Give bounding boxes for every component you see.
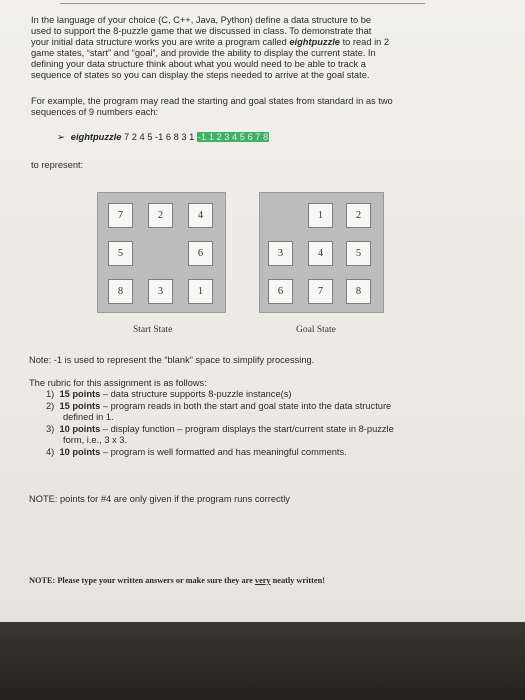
desk-background xyxy=(0,622,525,700)
rubric-item-2-cont: defined in 1. xyxy=(63,412,114,423)
start-cell-7: 3 xyxy=(148,279,173,304)
goal-cell-1: 1 xyxy=(308,203,333,228)
final-note-prefix: NOTE: Please type your written answers or make sure they are xyxy=(29,576,255,585)
arrow-bullet-icon: ➢ xyxy=(57,132,65,142)
example-line-2: sequences of 9 numbers each: xyxy=(31,107,159,117)
rubric-item-3 xyxy=(46,424,394,436)
rubric-item-2 xyxy=(46,401,394,413)
rubric-num: 2) xyxy=(46,400,55,411)
program-name: eightpuzzle xyxy=(289,37,340,47)
intro-line-2: used to support the 8-puzzle game that we discussed in class. To demonstrate that xyxy=(31,26,372,36)
rubric-text: – data structure supports 8-puzzle instance(s) xyxy=(100,389,292,399)
to-represent-text: to represent: xyxy=(31,160,84,170)
start-cell-2: 4 xyxy=(188,203,213,228)
start-cell-3: 5 xyxy=(108,241,133,266)
goal-cell-2: 2 xyxy=(346,203,371,228)
header-rule xyxy=(60,3,425,4)
goal-cell-blank xyxy=(268,203,293,228)
rubric-points: 15 points xyxy=(59,400,101,411)
goal-cell-7: 7 xyxy=(308,279,333,304)
command-name: eightpuzzle xyxy=(70,132,122,142)
start-cell-blank xyxy=(148,241,173,266)
intro-line-3-prefix: your initial data structure works you are write a program called xyxy=(31,37,290,47)
goal-state-label: Goal State xyxy=(296,325,336,335)
goal-state-grid xyxy=(259,192,384,313)
goal-cell-3: 3 xyxy=(268,241,293,266)
start-state-label: Start State xyxy=(133,325,173,335)
goal-cell-8: 8 xyxy=(346,279,371,304)
rubric-num: 4) xyxy=(46,446,55,457)
rubric-intro: The rubric for this assignment is as follows: xyxy=(29,378,207,388)
start-cell-0: 7 xyxy=(108,203,133,228)
final-note xyxy=(29,576,325,585)
command-example xyxy=(57,132,269,143)
rubric-item-4 xyxy=(46,447,394,459)
intro-line-3 xyxy=(31,37,389,48)
intro-line-3-suffix: to read in 2 xyxy=(339,37,390,47)
blank-note: Note: -1 is used to represent the “blank” space to simplify processing. xyxy=(29,355,315,365)
goal-cell-4: 4 xyxy=(308,241,333,266)
final-note-underlined: very xyxy=(254,576,271,585)
final-note-suffix: neatly written! xyxy=(270,576,325,585)
rubric-text: – program reads in both the start and goal state into the data structure xyxy=(100,400,392,411)
rubric-text: – program is well formatted and has meaningful comments. xyxy=(100,446,347,457)
rubric-text: – display function – program displays the start/current state in 8-puzzle xyxy=(100,423,394,434)
rubric-num: 1) xyxy=(46,389,55,399)
start-cell-8: 1 xyxy=(188,279,213,304)
start-cell-6: 8 xyxy=(108,279,133,304)
intro-line-5: defining your data structure think about what you would need to be able to track a xyxy=(31,59,366,69)
rubric-points: 10 points xyxy=(59,423,101,434)
rubric-points: 15 points xyxy=(59,389,101,399)
points-note: NOTE: points for #4 are only given if the program runs correctly xyxy=(29,494,290,504)
intro-line-6: sequence of states so you can display the steps needed to arrive at the goal state. xyxy=(31,70,370,80)
start-cell-1: 2 xyxy=(148,203,173,228)
rubric-num: 3) xyxy=(46,423,55,434)
intro-line-1: In the language of your choice (C, C++, Java, Python) define a data structure to be xyxy=(31,15,372,25)
rubric-item-3-cont: form, i.e., 3 x 3. xyxy=(63,435,128,446)
command-highlighted-args: -1 1 2 3 4 5 6 7 8 xyxy=(197,132,269,142)
start-cell-5: 6 xyxy=(188,241,213,266)
intro-line-4: game states, “start” and “goal”, and provide the ability to display the current state. In xyxy=(31,48,376,58)
example-line-1: For example, the program may read the starting and goal states from standard in as two xyxy=(31,96,393,106)
rubric-points: 10 points xyxy=(59,446,101,457)
start-state-grid xyxy=(97,192,226,313)
rubric-item-1 xyxy=(46,389,394,401)
goal-cell-5: 5 xyxy=(346,241,371,266)
goal-cell-6: 6 xyxy=(268,279,293,304)
command-args: 7 2 4 5 -1 6 8 3 1 xyxy=(121,132,197,142)
rubric-list xyxy=(46,389,394,459)
